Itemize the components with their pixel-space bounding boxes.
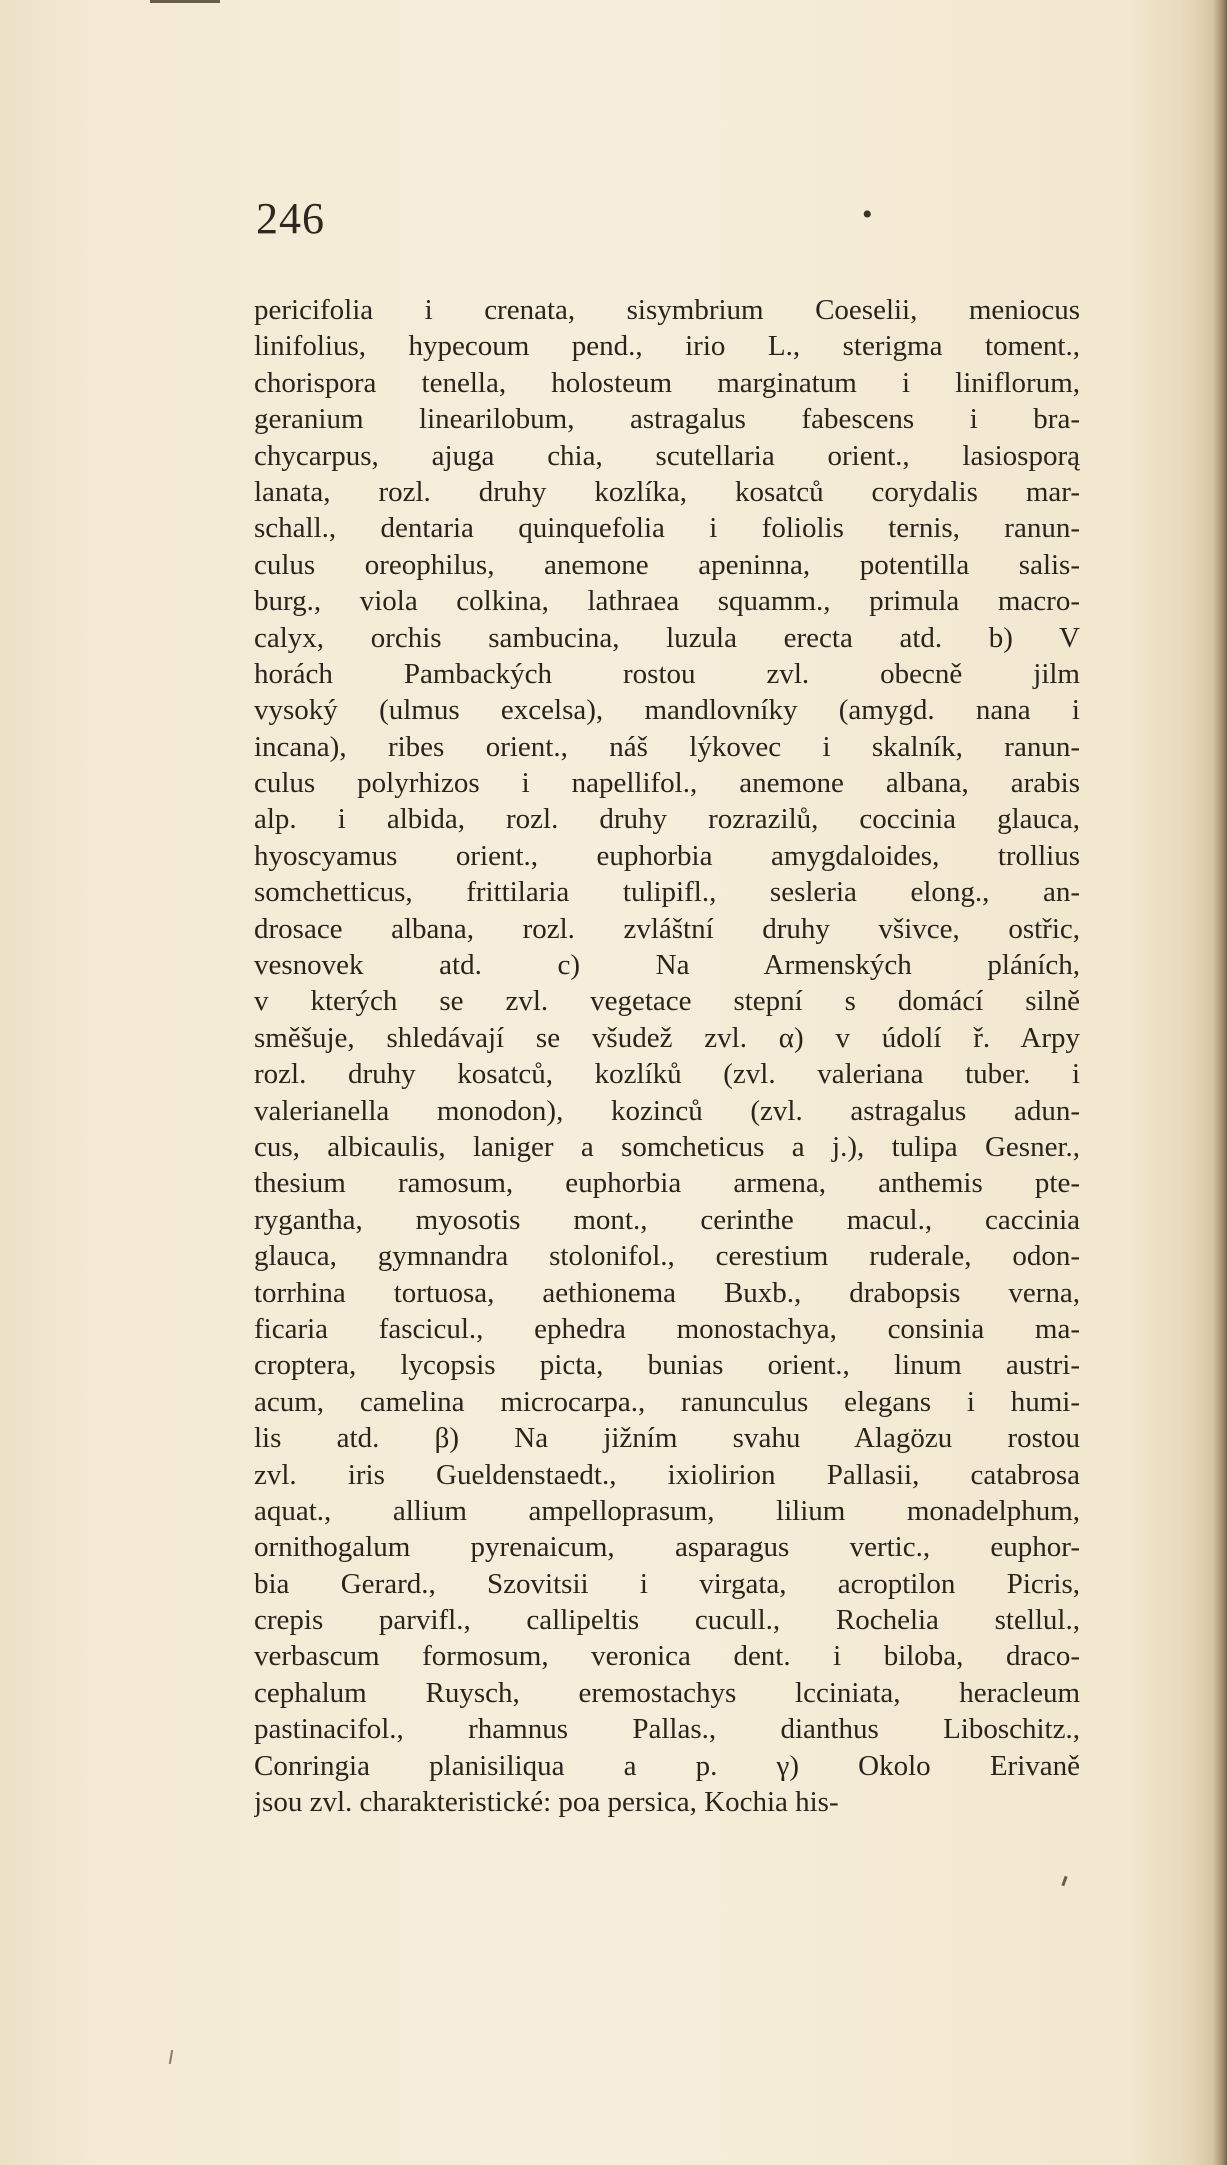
text-line: culus polyrhizos i napellifol., anemone albana, arabis xyxy=(254,767,1080,800)
text-line: linifolius, hypecoum pend., irio L., sterigma toment., xyxy=(254,330,1080,363)
text-line: lanata, rozl. druhy kozlíka, kosatců corydalis mar- xyxy=(254,475,1080,508)
stray-ink-mark xyxy=(169,2050,173,2064)
text-line: pastinacifol., rhamnus Pallas., dianthus Liboschitz., xyxy=(254,1713,1080,1746)
text-line: směšuje, shledávají se všudež zvl. α) v údolí ř. Arpy xyxy=(254,1021,1080,1054)
text-line: chorispora tenella, holosteum marginatum i liniflorum, xyxy=(254,366,1080,399)
text-line: thesium ramosum, euphorbia armena, anthemis pte- xyxy=(254,1167,1080,1200)
text-line: vesnovek atd. c) Na Armenských pláních, xyxy=(254,949,1080,982)
text-line: somchetticus, frittilaria tulipifl., sesleria elong., an- xyxy=(254,876,1080,909)
text-line: v kterých se zvl. vegetace stepní s domácí silně xyxy=(254,985,1080,1018)
text-line: culus oreophilus, anemone apeninna, potentilla salis- xyxy=(254,548,1080,581)
text-line: verbascum formosum, veronica dent. i biloba, draco- xyxy=(254,1640,1080,1673)
text-line: calyx, orchis sambucina, luzula erecta atd. b) V xyxy=(254,621,1080,654)
text-line: torrhina tortuosa, aethionema Buxb., drabopsis verna, xyxy=(254,1276,1080,1309)
text-line: geranium linearilobum, astragalus fabescens i bra- xyxy=(254,403,1080,436)
stray-ink-mark xyxy=(1061,1876,1067,1886)
text-line: valerianella monodon), kozinců (zvl. astragalus adun- xyxy=(254,1094,1080,1127)
text-line: acum, camelina microcarpa., ranunculus elegans i humi- xyxy=(254,1385,1080,1418)
text-line: chycarpus, ajuga chia, scutellaria orient., lasiosporą xyxy=(254,439,1080,472)
text-line: rozl. druhy kosatců, kozlíků (zvl. valeriana tuber. i xyxy=(254,1058,1080,1091)
text-line: ficaria fascicul., ephedra monostachya, consinia ma- xyxy=(254,1312,1080,1345)
text-line: vysoký (ulmus excelsa), mandlovníky (amygd. nana i xyxy=(254,694,1080,727)
page-number: 246 xyxy=(256,194,325,243)
text-line: alp. i albida, rozl. druhy rozrazilů, coccinia glauca, xyxy=(254,803,1080,836)
text-line: schall., dentaria quinquefolia i foliolis ternis, ranun- xyxy=(254,512,1080,545)
text-line: glauca, gymnandra stolonifol., cerestium ruderale, odon- xyxy=(254,1240,1080,1273)
text-line: burg., viola colkina, lathraea squamm., primula macro- xyxy=(254,585,1080,618)
text-line: hyoscyamus orient., euphorbia amygdaloides, trollius xyxy=(254,839,1080,872)
top-edge-mark xyxy=(150,0,220,11)
text-line: Conringia planisiliqua a p. γ) Okolo Erivaně xyxy=(254,1749,1080,1782)
text-line: drosace albana, rozl. zvláštní druhy všivce, ostřic, xyxy=(254,912,1080,945)
text-line: croptera, lycopsis picta, bunias orient., linum austri- xyxy=(254,1349,1080,1382)
page-edge-shadow xyxy=(1213,0,1227,2165)
text-line: incana), ribes orient., náš lýkovec i skalník, ranun- xyxy=(254,730,1080,763)
text-line: cephalum Ruysch, eremostachys lcciniata, heracleum xyxy=(254,1676,1080,1709)
text-line: crepis parvifl., callipeltis cucull., Rochelia stellul., xyxy=(254,1604,1080,1637)
text-line: ornithogalum pyrenaicum, asparagus vertic., euphor- xyxy=(254,1531,1080,1564)
text-line: rygantha, myosotis mont., cerinthe macul., caccinia xyxy=(254,1203,1080,1236)
text-line: cus, albicaulis, laniger a somcheticus a j.), tulipa Gesner., xyxy=(254,1130,1080,1163)
text-line: jsou zvl. charakteristické: poa persica, Kochia his- xyxy=(254,1786,839,1819)
text-line: lis atd. β) Na jižním svahu Alagözu rostou xyxy=(254,1422,1080,1455)
text-line: zvl. iris Gueldenstaedt., ixiolirion Pallasii, catabrosa xyxy=(254,1458,1080,1491)
text-line: aquat., allium ampelloprasum, lilium monadelphum, xyxy=(254,1494,1080,1527)
text-line: pericifolia i crenata, sisymbrium Coeselii, meniocus xyxy=(254,294,1080,326)
text-line: horách Pambackých rostou zvl. obecně jilm xyxy=(254,657,1080,690)
top-dot-mark: • xyxy=(862,198,873,231)
text-line: bia Gerard., Szovitsii i virgata, acroptilon Picris, xyxy=(254,1567,1080,1600)
body-text xyxy=(254,292,1080,1820)
